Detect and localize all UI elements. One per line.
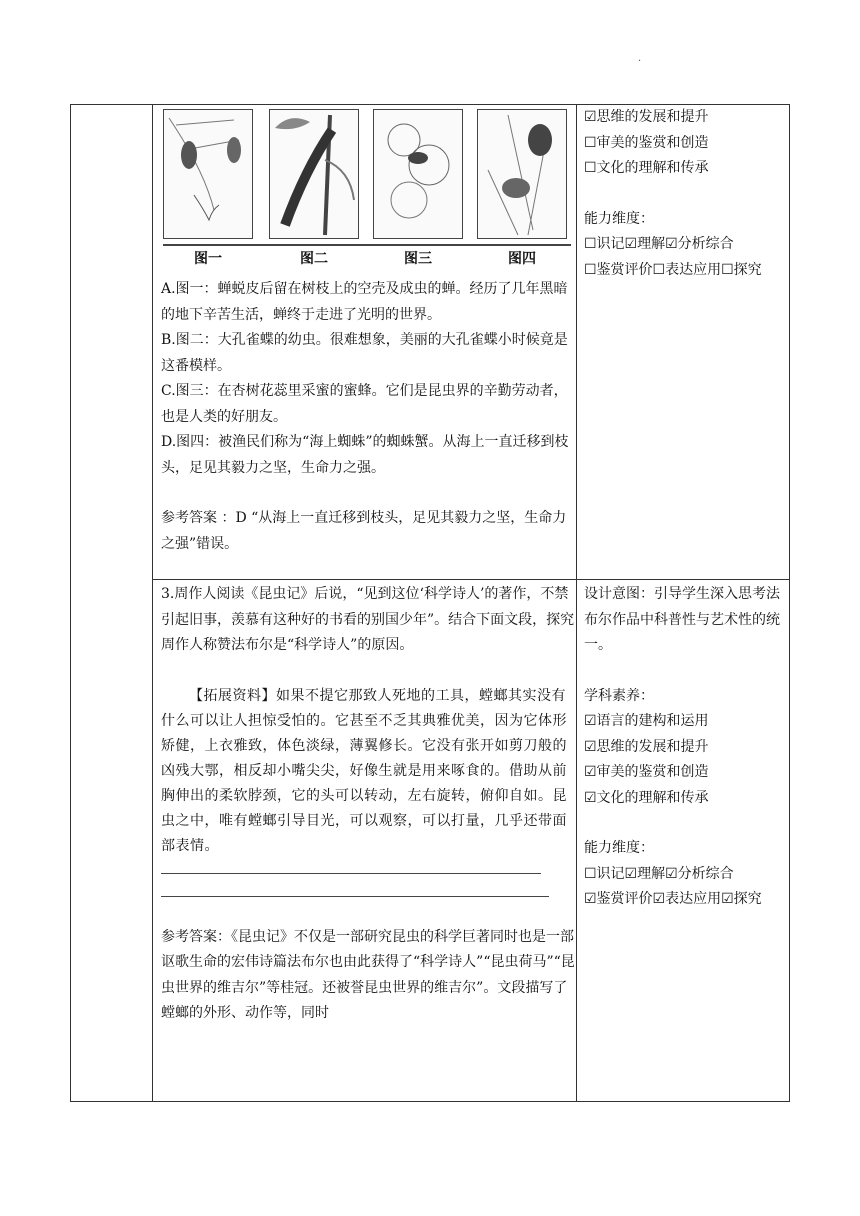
literacy-item: ☑思维的发展和提升 <box>584 109 709 125</box>
literacy-item: ☐审美的鉴赏和创造 <box>584 134 709 151</box>
q3-goals <box>584 582 789 913</box>
answer-line-1 <box>161 873 541 874</box>
figure-3-image <box>373 109 463 239</box>
literacy-item: ☐文化的理解和传承 <box>584 160 709 176</box>
figure-3-caption: 图三 <box>404 251 432 267</box>
literacy-item: ☑思维的发展和提升 <box>584 738 709 755</box>
figure-2-image <box>269 109 359 239</box>
ability-item: ☑鉴赏评价☑表达应用☑探究 <box>584 891 762 907</box>
lesson-table <box>70 104 790 1102</box>
literacy-item: ☑语言的建构和运用 <box>584 713 709 729</box>
figure-baseline <box>163 244 571 246</box>
q2-goals <box>584 105 789 283</box>
option-a: A.图一：蝉蜕皮后留在树枝上的空壳及成虫的蝉。经历了几年黑暗的地下辛苦生活，蝉终于走进了光明的世界。 <box>161 281 568 323</box>
option-c: C.图三：在杏树花蕊里采蜜的蜜蜂。它们是昆虫界的辛勤劳动者，也是人类的好朋友。 <box>161 383 568 425</box>
q3-question: 3.周作人阅读《昆虫记》后说，“见到这位‘科学诗人’的著作，不禁引起旧事，羡慕有这种好的书看的别国少年”。结合下面文段，探究周作人称赞法布尔是“科学诗人”的原因。 <box>161 586 575 653</box>
q2-answer: 参考答案 ：D “从海上一直迁移到枝头，足见其毅力之坚，生命力之强”错误。 <box>161 510 567 552</box>
q3-material: 【拓展资料】如果不提它那致人死地的工具，螳螂其实没有什么可以让人担惊受怕的。它甚至不乏其典雅优美，因为它体形矫健，上衣雅致，体色淡绿，薄翼修长。它没有张开如剪刀般的凶残大鄂，相反却小嘴尖尖，好像生就是用来啄食的。借助从前胸伸出的柔软脖颈，它的头可以转动，左右旋转，俯仰自如。昆虫之中，唯有螳螂引导目光，可以观察，可以打量，几乎还带面部表情。 <box>161 687 567 854</box>
figure-1-caption: 图一 <box>194 251 222 267</box>
column-divider-2 <box>576 105 577 1101</box>
figure-2-caption: 图二 <box>300 251 328 267</box>
figure-strip <box>161 107 576 277</box>
figure-4-caption: 图四 <box>508 251 536 267</box>
page-mark: · <box>638 56 642 67</box>
option-b: B.图二：大孔雀蝶的幼虫。很难想象，美丽的大孔雀蝶小时候竟是这番模样。 <box>161 332 568 374</box>
q2-content <box>161 107 576 557</box>
option-d: D.图四：被渔民们称为“海上蜘蛛”的蜘蛛蟹。从海上一直迁移到枝头，足见其毅力之坚，生命力之强。 <box>161 434 569 476</box>
ability-item: ☐识记☑理解☑分析综合 <box>584 236 734 252</box>
literacy-title: 学科素养： <box>584 687 654 704</box>
ability-item: ☐识记☑理解☑分析综合 <box>584 865 734 882</box>
column-divider-1 <box>152 105 153 1101</box>
literacy-item: ☑文化的理解和传承 <box>584 789 709 806</box>
ability-title: 能力维度： <box>584 210 654 227</box>
ability-title: 能力维度： <box>584 840 654 856</box>
figure-4-image <box>477 109 567 239</box>
row-divider <box>152 579 789 580</box>
q3-answer: 参考答案：《昆虫记》不仅是一部研究昆虫的科学巨著同时也是一部讴歌生命的宏伟诗篇法布尔也由此获得了“科学诗人”“昆虫荷马”“昆虫世界的维吉尔”等桂冠。还被誉昆虫世界的维吉尔”。文段描写了螳螂的外形、动作等，同时 <box>161 928 575 1021</box>
q3-content <box>161 582 576 1027</box>
ability-item: ☐鉴赏评价☐表达应用☐探究 <box>584 261 762 278</box>
figure-1-image <box>163 109 253 239</box>
literacy-item: ☑审美的鉴赏和创造 <box>584 764 709 780</box>
answer-line-2 <box>161 896 549 897</box>
design-intent: 设计意图：引导学生深入思考法布尔作品中科普性与艺术性的统一。 <box>584 586 780 653</box>
